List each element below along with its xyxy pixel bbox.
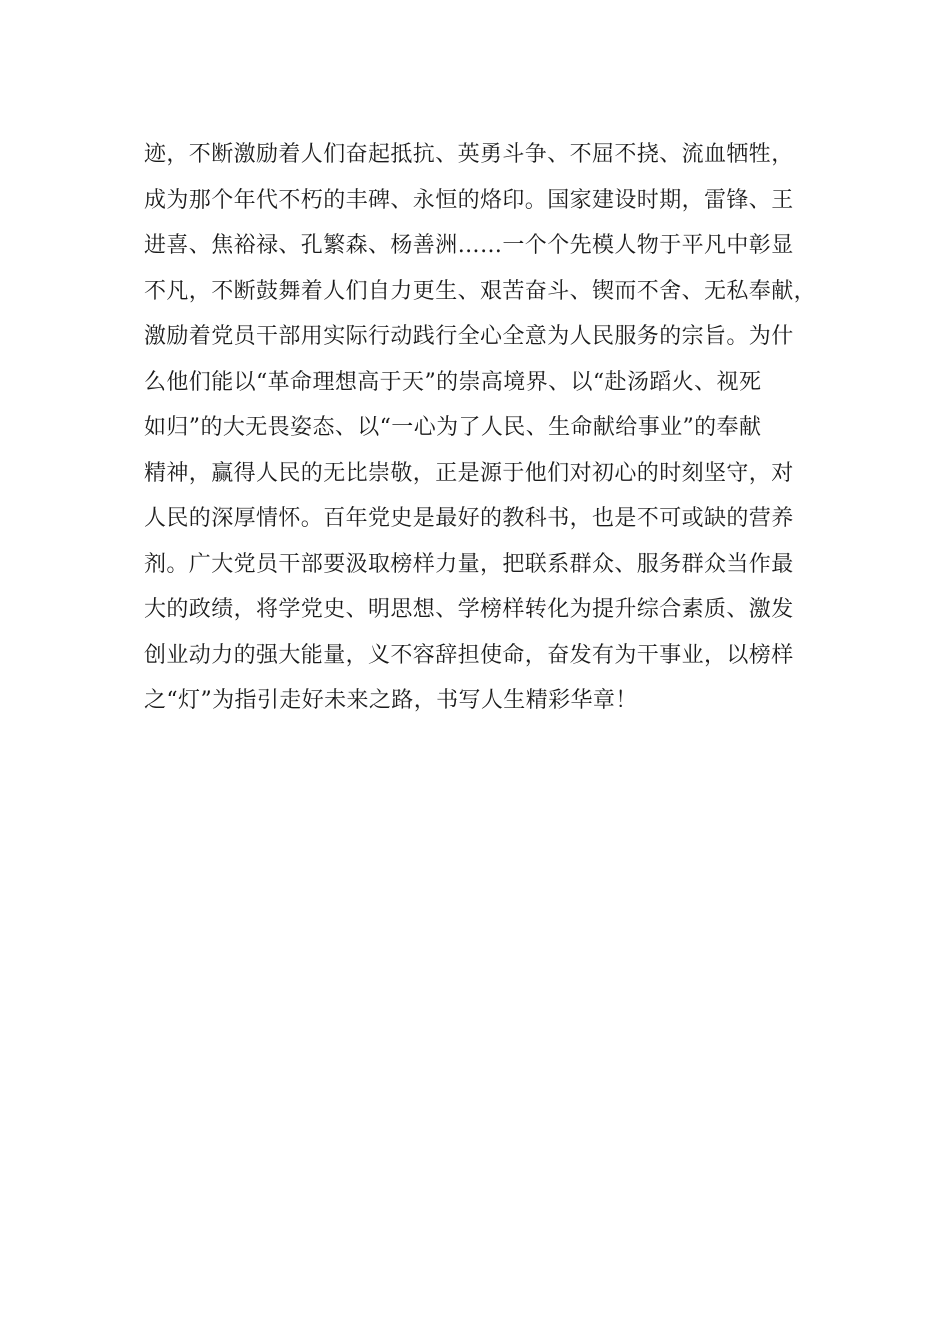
- paragraph-line: 不凡，不断鼓舞着人们自力更生、艰苦奋斗、锲而不舍、无私奉献，: [144, 278, 817, 304]
- paragraph-line: 剂。广大党员干部要汲取榜样力量，把联系群众、服务群众当作最: [144, 551, 794, 577]
- paragraph-line: 创业动力的强大能量，义不容辞担使命，奋发有为干事业，以榜样: [144, 642, 794, 668]
- paragraph-line: 大的政绩，将学党史、明思想、学榜样转化为提升综合素质、激发: [144, 597, 794, 622]
- paragraph-line: 激励着党员干部用实际行动践行全心全意为人民服务的宗旨。为什: [144, 324, 794, 349]
- paragraph-line: 成为那个年代不朽的丰碑、永恒的烙印。国家建设时期，雷锋、王: [144, 187, 794, 213]
- paragraph-line: 如归”的大无畏姿态、以“一心为了人民、生命献给事业”的奉献: [144, 415, 762, 440]
- paragraph-line: 之“灯”为指引走好未来之路，书写人生精彩华章！: [144, 688, 638, 713]
- paragraph-line: 进喜、焦裕禄、孔繁森、杨善洲……一个个先模人物于平凡中彰显: [144, 233, 794, 258]
- paragraph-line: 精神，赢得人民的无比崇敬，正是源于他们对初心的时刻坚守，对: [144, 460, 794, 486]
- body-paragraph: [144, 132, 817, 724]
- paragraph-line: 人民的深厚情怀。百年党史是最好的教科书，也是不可或缺的营养: [144, 506, 794, 531]
- paragraph-line: 么他们能以“革命理想高于天”的崇高境界、以“赴汤蹈火、视死: [144, 369, 762, 395]
- paragraph-line: 迹，不断激励着人们奋起抵抗、英勇斗争、不屈不挠、流血牺牲，: [144, 142, 794, 167]
